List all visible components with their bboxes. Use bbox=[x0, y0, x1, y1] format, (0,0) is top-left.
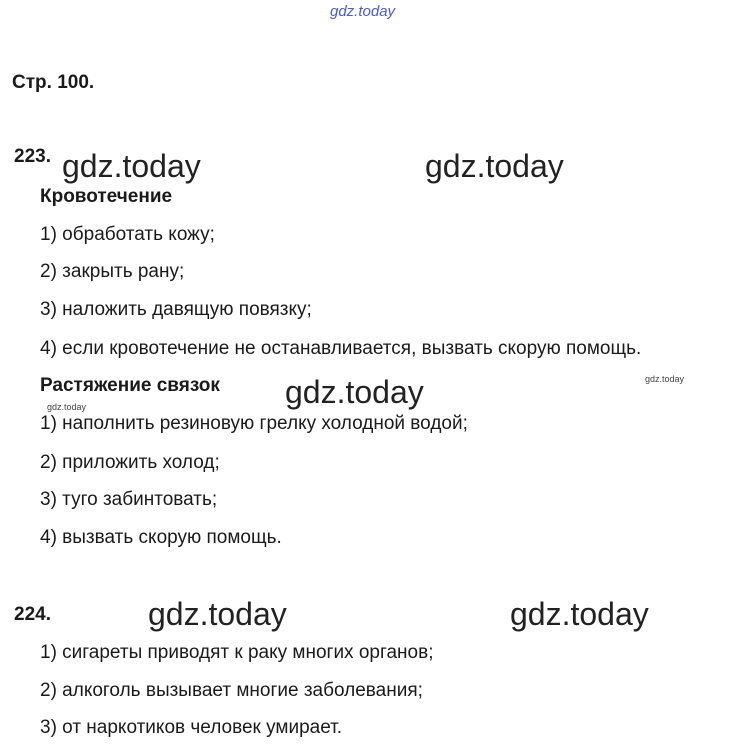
list-item: 3) наложить давящую повязку; bbox=[40, 299, 312, 320]
list-item: 1) сигареты приводят к раку многих органов; bbox=[40, 642, 434, 663]
watermark-small: gdz.today bbox=[47, 402, 87, 412]
list-item: 2) алкоголь вызывает многие заболевания; bbox=[40, 680, 423, 701]
task-number-223: 223. bbox=[14, 146, 51, 167]
list-item: 2) закрыть рану; bbox=[40, 261, 185, 282]
watermark: gdz.today bbox=[510, 596, 649, 632]
section-heading-sprain: Растяжение связок bbox=[40, 375, 220, 396]
section-heading-bleeding: Кровотечение bbox=[40, 186, 173, 207]
list-item: 2) приложить холод; bbox=[40, 452, 220, 473]
watermark: gdz.today bbox=[62, 148, 201, 184]
list-item: 1) наполнить резиновую грелку холодной водой; bbox=[40, 413, 468, 434]
watermark: gdz.today bbox=[285, 374, 424, 410]
list-item: 4) вызвать скорую помощь. bbox=[40, 527, 282, 548]
list-item: 3) туго забинтовать; bbox=[40, 489, 218, 510]
watermark: gdz.today bbox=[425, 148, 564, 184]
watermark-top: gdz.today bbox=[330, 3, 396, 20]
watermark: gdz.today bbox=[148, 596, 287, 632]
list-item: 3) от наркотиков человек умирает. bbox=[40, 717, 343, 738]
list-item: 4) если кровотечение не останавливается, вызвать скорую помощь. bbox=[40, 338, 642, 359]
list-item: 1) обработать кожу; bbox=[40, 224, 215, 245]
task-number-224: 224. bbox=[14, 604, 51, 625]
watermark-small: gdz.today bbox=[645, 374, 685, 384]
page-title: Стр. 100. bbox=[12, 72, 95, 93]
